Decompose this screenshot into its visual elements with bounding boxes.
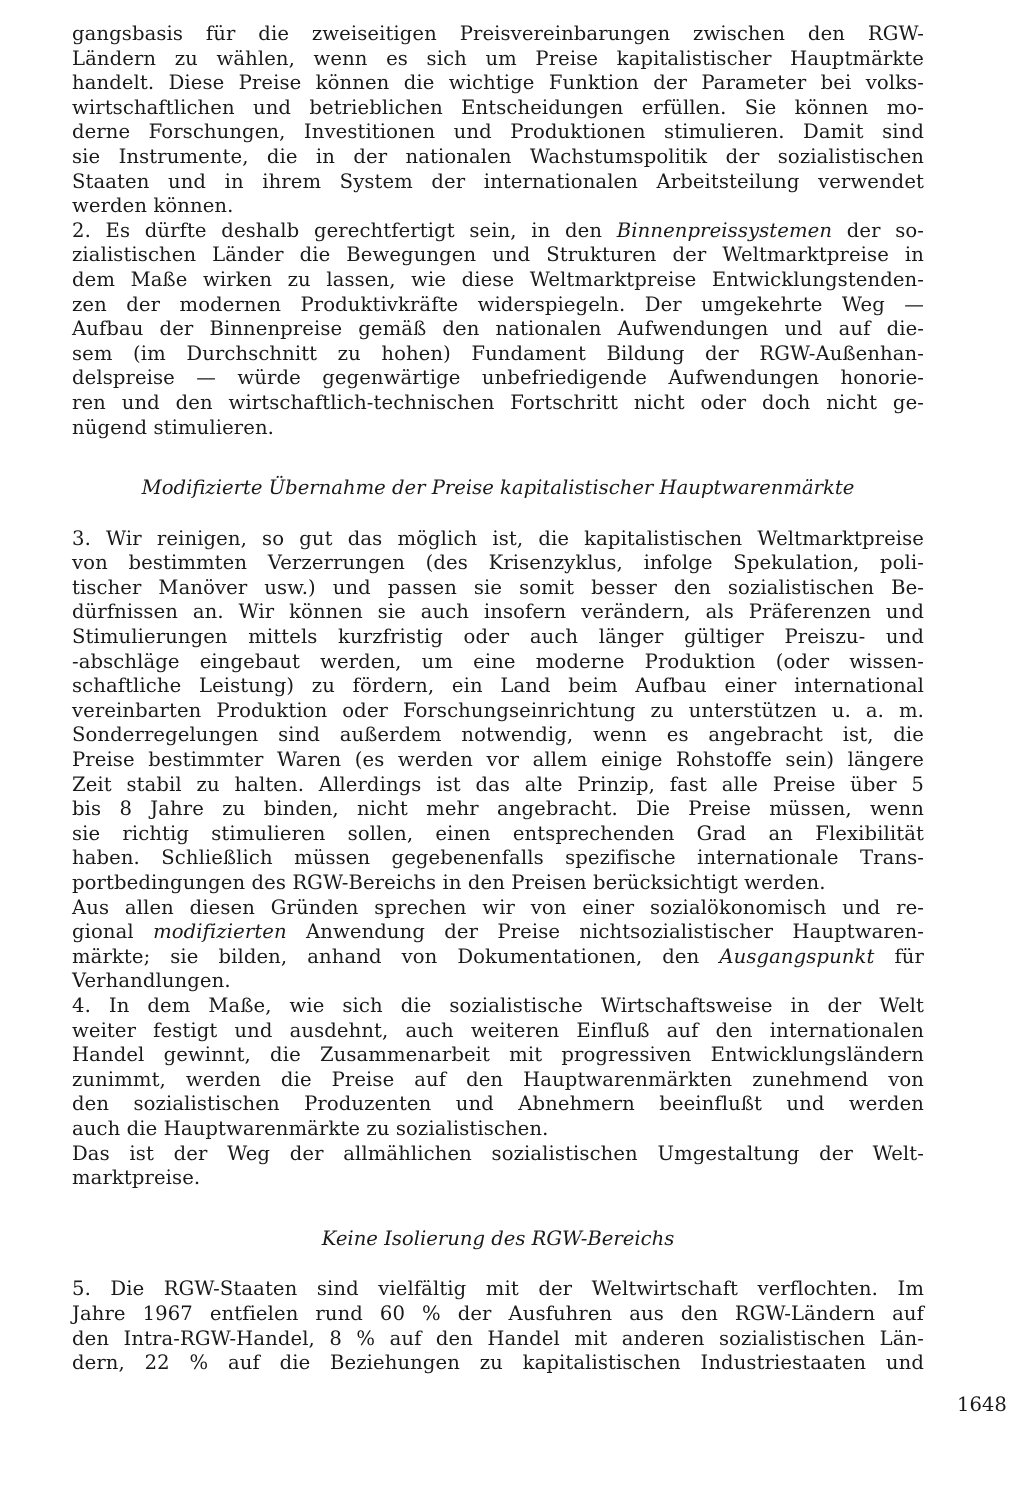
text-line: handelt. Diese Preise können die wichtige Funktion der Parameter bei volks- <box>72 71 924 95</box>
text-line: auch die Hauptwarenmärkte zu sozialistischen. <box>72 1116 549 1140</box>
spacer <box>72 1191 924 1227</box>
spacer <box>72 440 924 476</box>
text-line: Zeit stabil zu halten. Allerdings ist das alte Prinzip, fast alle Preise über 5 <box>72 772 924 796</box>
text-span: Anwendung der Preise nichtsozialistischer Hauptwaren- <box>306 920 924 944</box>
paragraph-1-continuation <box>72 22 924 219</box>
text-line: Sonderregelungen sind außerdem notwendig, wenn es angebracht ist, die <box>72 723 924 747</box>
text-line: Aus allen diesen Gründen sprechen wir von einer sozialökonomisch und re- <box>72 895 924 919</box>
text-line: sie richtig stimulieren sollen, einen entsprechenden Grad an Flexibilität <box>72 821 924 845</box>
text-line: zunimmt, werden die Preise auf den Hauptwarenmärkten zunehmend von <box>72 1067 924 1091</box>
paragraph-6 <box>72 1142 924 1191</box>
text-line: 4. In dem Maße, wie sich die sozialistische Wirtschaftsweise in der Welt <box>72 993 924 1017</box>
paragraph-4 <box>72 896 924 994</box>
text-line: bis 8 Jahre zu binden, nicht mehr angebracht. Die Preise müssen, wenn <box>72 797 924 821</box>
text-line: den Intra-RGW-Handel, 8 % auf den Handel mit anderen sozialistischen Län- <box>72 1326 924 1350</box>
section-heading-2: Keine Isolierung des RGW-Bereichs <box>321 1226 675 1250</box>
text-line: dern, 22 % auf die Beziehungen zu kapitalistischen Industriestaaten und <box>72 1351 924 1375</box>
text-line <box>72 945 924 970</box>
paragraph-7 <box>72 1277 924 1375</box>
text-line: schaftliche Leistung) zu fördern, ein Land beim Aufbau einer international <box>72 674 924 698</box>
text-line <box>72 219 924 244</box>
text-line <box>72 920 924 945</box>
text-line: -abschläge eingebaut werden, um eine moderne Produktion (oder wissen- <box>72 649 924 673</box>
text-line: wirtschaftlichen und betrieblichen Entscheidungen erfüllen. Sie können mo- <box>72 95 924 119</box>
emphasis-text: Binnenpreissystemen <box>616 218 833 242</box>
paragraph-3 <box>72 527 924 896</box>
text-line: sem (im Durchschnitt zu hohen) Fundament Bildung der RGW-Außenhan- <box>72 341 924 365</box>
text-line: werden können. <box>72 194 234 218</box>
text-line: tischer Manöver usw.) und passen sie somit besser den sozialistischen Be- <box>72 575 924 599</box>
text-line: Handel gewinnt, die Zusammenarbeit mit progressiven Entwicklungsländern <box>72 1043 924 1067</box>
text-line: gangsbasis für die zweiseitigen Preisvereinbarungen zwischen den RGW- <box>72 22 924 45</box>
text-line: haben. Schließlich müssen gegebenenfalls spezifische internationale Trans- <box>72 846 924 870</box>
section-heading-1: Modifizierte Übernahme der Preise kapitalistischer Hauptwarenmärkte <box>141 476 855 500</box>
text-line: Jahre 1967 entfielen rund 60 % der Ausfuhren aus den RGW-Ländern auf <box>72 1301 924 1325</box>
paragraph-2 <box>72 219 924 440</box>
text-line: zialistischen Länder die Bewegungen und Strukturen der Weltmarktpreise in <box>72 243 924 267</box>
text-line: Staaten und in ihrem System der internationalen Arbeitsteilung verwendet <box>72 169 924 193</box>
text-line: 5. Die RGW-Staaten sind vielfältig mit der Weltwirtschaft verflochten. Im <box>72 1277 924 1301</box>
text-line: weiter festigt und ausdehnt, auch weiteren Einfluß auf den internationalen <box>72 1018 924 1042</box>
text-line: zen der modernen Produktivkräfte widerspiegeln. Der umgekehrte Weg — <box>72 292 924 316</box>
spacer <box>72 501 924 527</box>
text-line: dürfnissen an. Wir können sie auch insofern verändern, als Präferenzen und <box>72 600 924 624</box>
emphasis-text: Ausgangspunkt <box>719 944 875 968</box>
text-line: portbedingungen des RGW-Bereichs in den Preisen berücksichtigt werden. <box>72 871 826 894</box>
text-line: sie Instrumente, die in der nationalen Wachstumspolitik der sozialistischen <box>72 144 924 168</box>
text-line: von bestimmten Verzerrungen (des Krisenzyklus, infolge Spekulation, poli- <box>72 551 924 575</box>
text-line: Preise bestimmter Waren (es werden vor allem einige Rohstoffe sein) längere <box>72 748 924 772</box>
text-line: delspreise — würde gegenwärtige unbefriedigende Aufwendungen honorie- <box>72 366 924 390</box>
text-span: 2. Es dürfte deshalb gerechtfertigt sein, in den <box>72 218 603 242</box>
paragraph-5 <box>72 994 924 1142</box>
text-span: der so- <box>846 218 924 242</box>
text-line: ren und den wirtschaftlich-technischen Fortschritt nicht oder doch nicht ge- <box>72 390 924 414</box>
text-span: für <box>894 944 924 968</box>
text-line: dem Maße wirken zu lassen, wie diese Weltmarktpreise Entwicklungstenden- <box>72 267 924 291</box>
text-line: Das ist der Weg der allmählichen sozialistischen Umgestaltung der Welt- <box>72 1141 924 1165</box>
text-line: Aufbau der Binnenpreise gemäß den nationalen Aufwendungen und auf die- <box>72 317 924 341</box>
text-line: Verhandlungen. <box>72 969 231 993</box>
text-line: den sozialistischen Produzenten und Abnehmern beeinflußt und werden <box>72 1092 924 1116</box>
page-number: 1648 <box>957 1393 1007 1416</box>
emphasis-text: modifizierten <box>153 920 287 944</box>
text-line: nügend stimulieren. <box>72 415 274 439</box>
text-span: märkte; sie bilden, anhand von Dokumentationen, den <box>72 944 700 968</box>
text-line: derne Forschungen, Investitionen und Produktionen stimulieren. Damit sind <box>72 120 924 144</box>
text-line: 3. Wir reinigen, so gut das möglich ist, die kapitalistischen Weltmarktpreise <box>72 526 924 550</box>
spacer <box>72 1251 924 1277</box>
text-line: vereinbarten Produktion oder Forschungseinrichtung zu unterstützen u. a. m. <box>72 698 924 722</box>
text-line: marktpreise. <box>72 1166 201 1190</box>
text-line: Ländern zu wählen, wenn es sich um Preise kapitalistischer Hauptmärkte <box>72 46 924 70</box>
text-line: Stimulierungen mittels kurzfristig oder auch länger gültiger Preiszu- und <box>72 625 924 649</box>
text-span: gional <box>72 920 134 944</box>
document-page <box>72 22 924 1376</box>
